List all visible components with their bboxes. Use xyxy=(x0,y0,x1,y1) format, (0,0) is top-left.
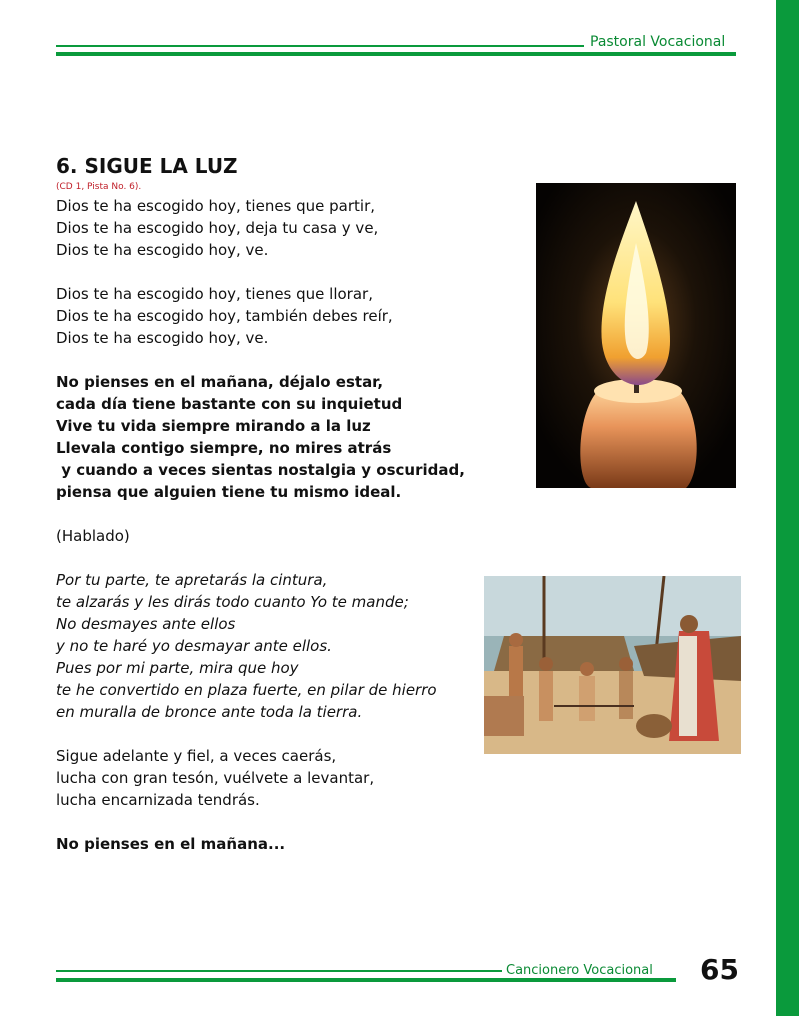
lyric-line: cada día tiene bastante con su inquietud xyxy=(56,395,403,413)
lyric-line: Dios te ha escogido hoy, tienes que llorar, xyxy=(56,285,373,303)
header-label: Pastoral Vocacional xyxy=(590,34,726,50)
verse-1 xyxy=(56,195,378,261)
lyric-line: Dios te ha escogido hoy, deja tu casa y ve, xyxy=(56,219,379,237)
side-color-bar xyxy=(776,0,799,1016)
lyric-line: Vive tu vida siempre mirando a la luz xyxy=(56,417,371,435)
verse-3 xyxy=(56,745,374,811)
lyric-line: en muralla de bronce ante toda la tierra. xyxy=(56,703,363,721)
footer-label: Cancionero Vocacional xyxy=(506,963,653,978)
lyric-line: y no te haré yo desmayar ante ellos. xyxy=(56,637,332,655)
lyric-line: Dios te ha escogido hoy, también debes reír, xyxy=(56,307,393,325)
verse-2 xyxy=(56,283,393,349)
header-rule-thin xyxy=(56,45,584,47)
fishermen-illustration xyxy=(484,576,741,754)
song-title: 6. SIGUE LA LUZ xyxy=(56,154,238,178)
lyric-line: Llevala contigo siempre, no mires atrás xyxy=(56,439,392,457)
candle-photo xyxy=(536,183,736,488)
lyric-line: piensa que alguien tiene tu mismo ideal. xyxy=(56,483,402,501)
spoken-passage xyxy=(56,569,437,723)
chorus xyxy=(56,371,465,503)
lyric-line: Por tu parte, te apretarás la cintura, xyxy=(56,571,328,589)
lyric-line: te alzarás y les dirás todo cuanto Yo te mande; xyxy=(56,593,409,611)
lyric-line: Dios te ha escogido hoy, ve. xyxy=(56,329,269,347)
chorus-reference-text: No pienses en el mañana... xyxy=(56,835,286,853)
lyric-line: Pues por mi parte, mira que hoy xyxy=(56,659,299,677)
spoken-label xyxy=(56,525,130,547)
lyric-line: te he convertido en plaza fuerte, en pilar de hierro xyxy=(56,681,437,699)
lyric-line: Dios te ha escogido hoy, tienes que partir, xyxy=(56,197,376,215)
footer-rule-thick xyxy=(56,978,676,982)
chorus-reference xyxy=(56,833,285,855)
footer-rule-thin xyxy=(56,970,502,972)
lyric-line: Dios te ha escogido hoy, ve. xyxy=(56,241,269,259)
lyric-line: No desmayes ante ellos xyxy=(56,615,236,633)
page-number: 65 xyxy=(700,953,739,986)
lyric-line: No pienses en el mañana, déjalo estar, xyxy=(56,373,384,391)
lyric-line: Sigue adelante y fiel, a veces caerás, xyxy=(56,747,337,765)
lyric-line: y cuando a veces sientas nostalgia y oscuridad, xyxy=(56,461,465,479)
header-rule-thick xyxy=(56,52,736,56)
track-reference: (CD 1, Pista No. 6). xyxy=(56,182,142,192)
lyric-line: lucha con gran tesón, vuélvete a levantar, xyxy=(56,769,375,787)
lyric-line: lucha encarnizada tendrás. xyxy=(56,791,260,809)
spoken-label-text: (Hablado) xyxy=(56,527,130,545)
